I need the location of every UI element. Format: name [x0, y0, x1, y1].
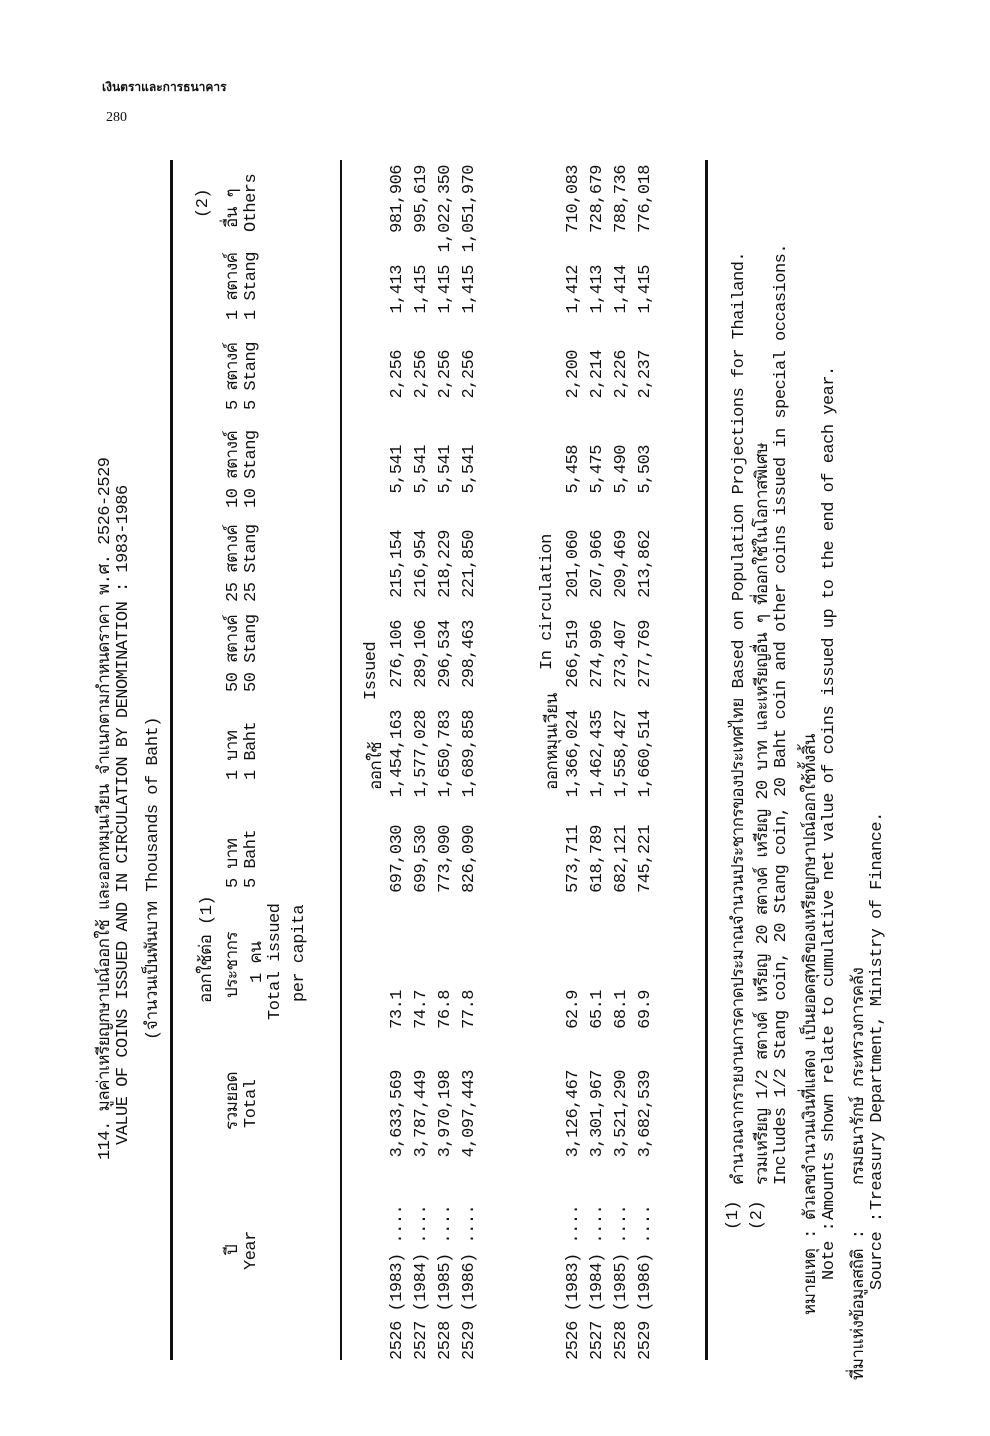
table-cell-d5s: 2,226 — [612, 350, 631, 399]
col-5baht-en: 5 Baht — [242, 829, 261, 888]
table-cell-total: 3,970,198 — [436, 1070, 455, 1158]
table-cell-d25: 213,862 — [636, 530, 655, 598]
table-cell-d10: 5,475 — [588, 445, 607, 494]
table-cell-percap: 68.1 — [612, 990, 631, 1029]
table-cell-d1s: 1,412 — [564, 265, 583, 314]
col-percap-th2: ประชากร — [224, 931, 243, 998]
col-others-note: (2) — [194, 188, 213, 218]
table-cell-d1: 1,462,435 — [588, 710, 607, 798]
note-th-label: หมายเหตุ : — [802, 1229, 821, 1315]
table-cell-d50: 274,996 — [588, 620, 607, 688]
table-cell-d1s: 1,413 — [588, 265, 607, 314]
table-cell-d50: 273,407 — [612, 620, 631, 688]
table-cell-percap: 69.9 — [636, 990, 655, 1029]
table-cell-total: 4,097,443 — [460, 1070, 479, 1158]
table-cell-percap: 73.1 — [388, 990, 407, 1029]
col-others-en: Others — [242, 173, 261, 232]
table-cell-d10: 5,458 — [564, 445, 583, 494]
table-cell-d10: 5,490 — [612, 445, 631, 494]
table-cell-others: 776,018 — [636, 165, 655, 233]
col-50stang-en: 50 Stang — [242, 614, 261, 692]
note-th-text: ตัวเลขจำนวนเงินที่แสดง เป็นยอดสุทธิของเหรียญกษาปณ์ออกใช้ทั้งสิ้น — [802, 734, 821, 1220]
table-cell-total: 3,521,290 — [612, 1070, 631, 1158]
table-cell-d10: 5,503 — [636, 445, 655, 494]
footnote-2-text-en: Includes 1/2 Stang coin, 20 Stang coin, 20 Baht coin and other coins issued in special occasions. — [772, 243, 791, 1185]
header-rule — [340, 160, 342, 1360]
table-cell-total: 3,787,449 — [412, 1070, 431, 1158]
table-cell-d1: 1,650,783 — [436, 710, 455, 798]
table-cell-d5s: 2,256 — [388, 350, 407, 399]
table-cell-others: 1,051,970 — [460, 165, 479, 253]
col-total-th: รวมยอด — [224, 1071, 243, 1130]
table-cell-d1: 1,454,163 — [388, 710, 407, 798]
table-cell-d50: 289,106 — [412, 620, 431, 688]
table-cell-d50: 296,534 — [436, 620, 455, 688]
table-cell-others: 728,679 — [588, 165, 607, 233]
page-number: 280 — [106, 110, 127, 125]
table-cell-d1: 1,577,028 — [412, 710, 431, 798]
table-cell-d1s: 1,413 — [388, 265, 407, 314]
table-cell-total: 3,633,569 — [388, 1070, 407, 1158]
table-cell-d10: 5,541 — [460, 445, 479, 494]
table-cell-d5: 618,789 — [588, 825, 607, 893]
table-cell-d25: 209,469 — [612, 530, 631, 598]
table-cell-d5: 745,221 — [636, 825, 655, 893]
table-cell-d5: 699,530 — [412, 825, 431, 893]
table-cell-d50: 277,769 — [636, 620, 655, 688]
table-cell-others: 1,022,350 — [436, 165, 455, 253]
table-cell-percap: 76.8 — [436, 990, 455, 1029]
rotated-table-page — [90, 160, 887, 1380]
table-cell-d25: 201,060 — [564, 530, 583, 598]
table-cell-d25: 221,850 — [460, 530, 479, 598]
table-cell-d5: 682,121 — [612, 825, 631, 893]
table-cell-d1s: 1,415 — [460, 265, 479, 314]
table-cell-d1: 1,558,427 — [612, 710, 631, 798]
table-cell-d1: 1,689,858 — [460, 710, 479, 798]
col-1baht-th: 1 บาท — [224, 730, 243, 780]
section-issued-th: ออกใช้ — [368, 741, 387, 790]
table-cell-d5s: 2,237 — [636, 350, 655, 399]
table-cell-year: 2527 (1984) .... — [412, 1204, 431, 1360]
col-50stang-th: 50 สตางค์ — [224, 614, 243, 692]
table-cell-year: 2527 (1984) .... — [588, 1204, 607, 1360]
table-cell-percap: 77.8 — [460, 990, 479, 1029]
col-10stang-en: 10 Stang — [242, 430, 261, 508]
table-cell-percap: 65.1 — [588, 990, 607, 1029]
table-cell-d50: 266,519 — [564, 620, 583, 688]
running-header: เงินตราและการธนาคาร — [102, 80, 227, 94]
col-1stang-th: 1 สตางค์ — [224, 252, 243, 320]
footnote-2-mark: (2) — [748, 1200, 767, 1230]
col-percap-th3: 1 คน — [248, 941, 267, 983]
table-cell-total: 3,301,967 — [588, 1070, 607, 1158]
table-cell-d25: 215,154 — [388, 530, 407, 598]
note-en-label: Note : — [820, 1221, 839, 1280]
col-percap-en2: per capita — [290, 904, 309, 1002]
col-year-en: Year — [242, 1231, 261, 1270]
table-cell-d5s: 2,256 — [412, 350, 431, 399]
table-title-english: VALUE OF COINS ISSUED AND IN CIRCULATION BY DENOMINATION : 1983-1986 — [114, 485, 133, 1145]
col-total-en: Total — [242, 1079, 261, 1128]
table-cell-d5s: 2,200 — [564, 350, 583, 399]
table-cell-year: 2528 (1985) .... — [436, 1204, 455, 1360]
footnote-2-text-th: รวมเหรียญ 1/2 สตางค์ เหรียญ 20 สตางค์ เหรียญ 20 บาท และเหรียญอื่น ๆ ที่ออกใช้ในโอกาสพิเศษ — [754, 443, 773, 1185]
table-cell-d1s: 1,415 — [412, 265, 431, 314]
table-cell-others: 995,619 — [412, 165, 431, 233]
source-th-text: กรมธนารักษ์ กระทรวงการคลัง — [850, 967, 869, 1185]
section-issued-en: Issued — [362, 641, 381, 700]
table-cell-others: 788,736 — [612, 165, 631, 233]
source-en-text: Treasury Department, Ministry of Finance. — [868, 812, 887, 1210]
bottom-rule — [705, 160, 708, 1360]
table-cell-d5s: 2,256 — [436, 350, 455, 399]
table-cell-year: 2526 (1983) .... — [564, 1204, 583, 1360]
col-percap-th1: ออกใช้ต่อ (1) — [198, 895, 217, 1003]
table-cell-d5: 773,090 — [436, 825, 455, 893]
col-10stang-th: 10 สตางค์ — [224, 430, 243, 508]
table-cell-d50: 298,463 — [460, 620, 479, 688]
table-cell-d1s: 1,414 — [612, 265, 631, 314]
table-cell-year: 2528 (1985) .... — [612, 1204, 631, 1360]
table-cell-d5: 573,711 — [564, 825, 583, 893]
table-cell-percap: 62.9 — [564, 990, 583, 1029]
col-5stang-th: 5 สตางค์ — [224, 342, 243, 410]
table-cell-d10: 5,541 — [412, 445, 431, 494]
table-cell-d10: 5,541 — [436, 445, 455, 494]
col-1baht-en: 1 Baht — [242, 721, 261, 780]
footnote-1-text: คำนวณจากรายงานการคาดประมาณจำนวนประชากรของประเทศไทย Based on Population Projections for Thailand. — [730, 251, 749, 1185]
table-cell-d5: 826,090 — [460, 825, 479, 893]
source-en-label: Source : — [868, 1212, 887, 1290]
table-cell-others: 981,906 — [388, 165, 407, 233]
col-5stang-en: 5 Stang — [242, 342, 261, 410]
col-others-th: อื่น ๆ — [224, 188, 243, 228]
table-cell-total: 3,682,539 — [636, 1070, 655, 1158]
col-25stang-en: 25 Stang — [242, 524, 261, 602]
table-cell-year: 2529 (1986) .... — [636, 1204, 655, 1360]
section-circulation-th: ออกหมุนเวียน — [544, 693, 563, 790]
table-cell-d1s: 1,415 — [436, 265, 455, 314]
table-cell-d1: 1,660,514 — [636, 710, 655, 798]
table-cell-year: 2529 (1986) .... — [460, 1204, 479, 1360]
col-5baht-th: 5 บาท — [224, 838, 243, 888]
footnote-1-mark: (1) — [724, 1200, 743, 1230]
table-cell-d10: 5,541 — [388, 445, 407, 494]
col-25stang-th: 25 สตางค์ — [224, 524, 243, 602]
section-circulation-en: In circulation — [538, 534, 557, 670]
col-1stang-en: 1 Stang — [242, 252, 261, 320]
source-th-label: ที่มาแห่งข้อมูลสถิติ : — [850, 1229, 869, 1380]
table-cell-d1s: 1,415 — [636, 265, 655, 314]
table-title-thai: 114. มูลค่าเหรียญกษาปณ์ออกใช้ และออกหมุนเวียน จำแนกตามกำหนดราคา พ.ศ. 2526-2529 — [96, 457, 115, 1160]
table-cell-d50: 276,106 — [388, 620, 407, 688]
table-cell-percap: 74.7 — [412, 990, 431, 1029]
col-year-th: ปี — [224, 1244, 243, 1255]
table-cell-d25: 207,966 — [588, 530, 607, 598]
table-cell-total: 3,126,467 — [564, 1070, 583, 1158]
table-cell-year: 2526 (1983) .... — [388, 1204, 407, 1360]
table-cell-d25: 216,954 — [412, 530, 431, 598]
table-cell-d5s: 2,256 — [460, 350, 479, 399]
col-percap-en1: Total issued — [266, 903, 285, 1020]
table-unit: (จำนวนเป็นพันบาท Thousands of Baht) — [144, 717, 163, 1040]
table-cell-d25: 218,229 — [436, 530, 455, 598]
table-cell-d1: 1,366,024 — [564, 710, 583, 798]
table-cell-d5: 697,030 — [388, 825, 407, 893]
table-cell-others: 710,083 — [564, 165, 583, 233]
top-rule — [170, 160, 173, 1360]
note-en-text: Amounts shown relate to cumulative net value of coins issued up to the end of each year. — [820, 366, 839, 1220]
table-cell-d5s: 2,214 — [588, 350, 607, 399]
